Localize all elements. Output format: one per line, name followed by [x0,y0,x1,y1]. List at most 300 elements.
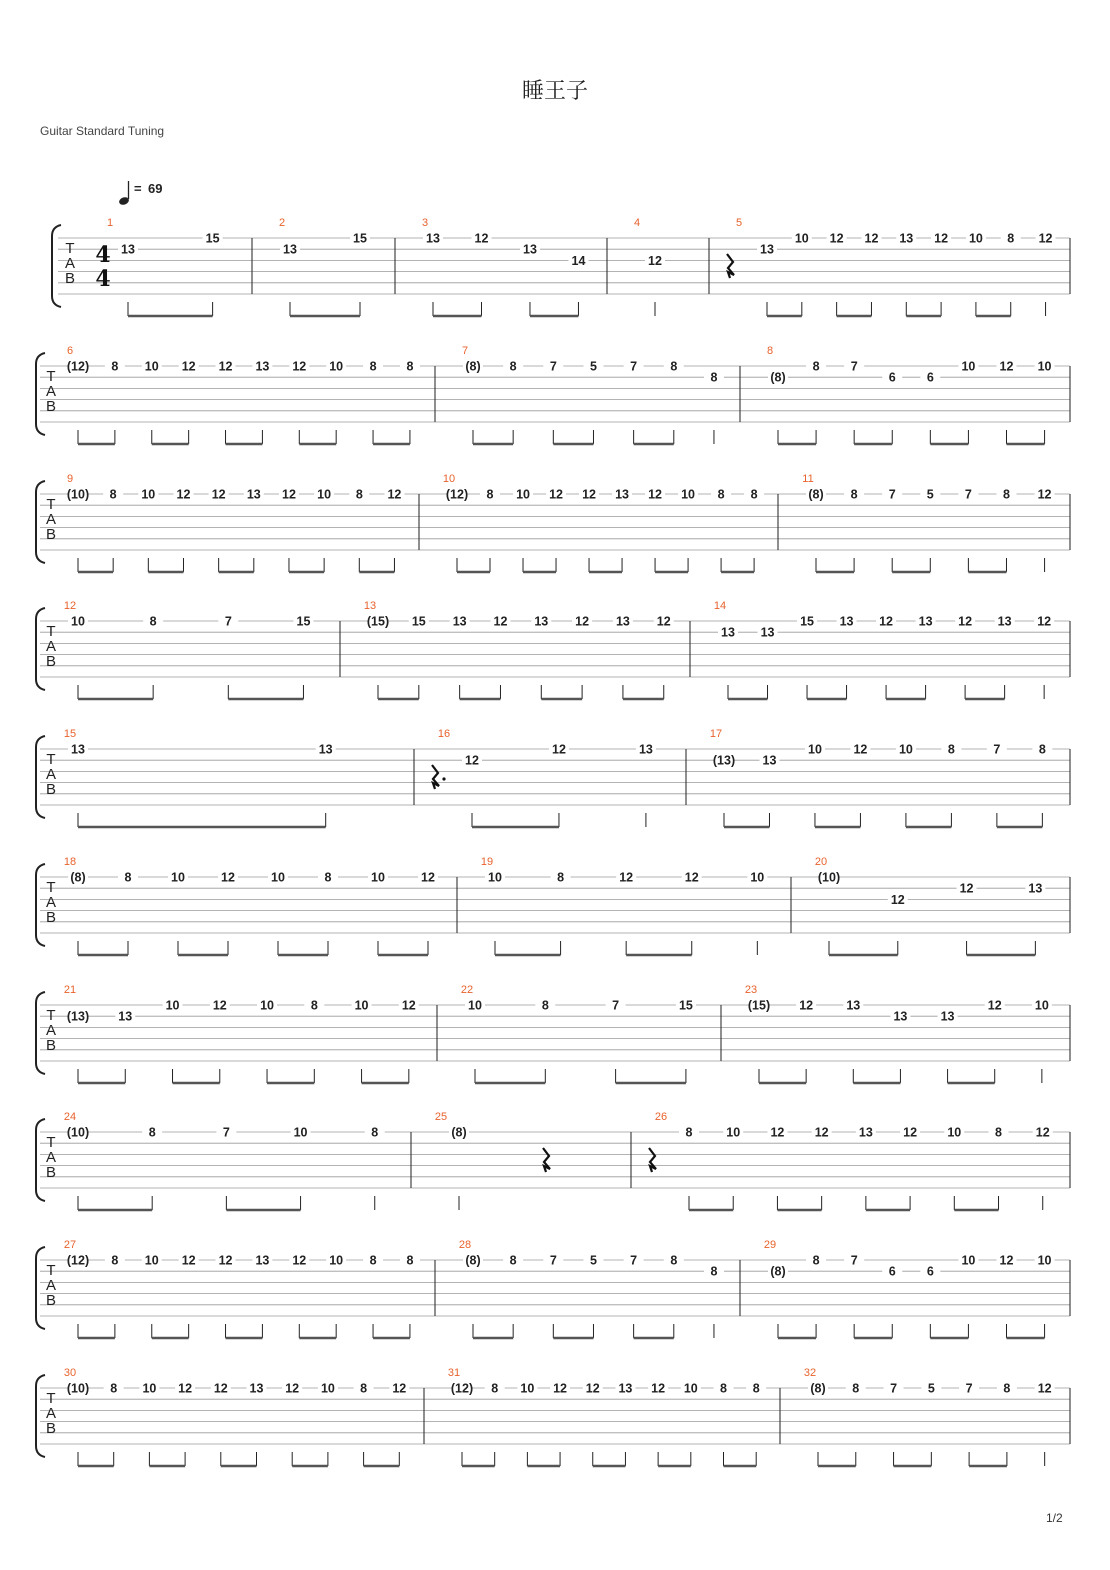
fret-number: 8 [1003,1381,1011,1396]
measure-number: 25 [434,1111,448,1123]
measure-number: 11 [802,473,814,485]
fret-number: 8 [670,359,678,374]
fret-number: 12 [585,1381,600,1396]
system-bracket [36,736,45,818]
fret-number: 10 [516,487,530,502]
fret-number: 13 [118,1009,133,1024]
fret-number: 8 [324,870,332,885]
fret-number: 8 [1007,231,1015,246]
system-bracket [36,481,45,563]
fret-number: 8 [1038,742,1046,757]
fret-number: 12 [999,1253,1014,1268]
system-bracket [36,992,45,1074]
fret-number: 10 [968,231,983,246]
fret-number: 13 [638,742,653,757]
tab-clef-letter: T [46,368,56,385]
staff-system [36,600,1070,699]
fret-number: 7 [549,359,557,374]
fret-number: 13 [71,742,85,757]
fret-number: 10 [293,1125,308,1140]
system-bracket [52,225,61,307]
system-bracket [36,864,45,946]
fret-number: 14 [571,253,586,268]
fret-number: 8 [369,1253,377,1268]
fret-number: (15) [366,614,390,629]
fret-number: 8 [812,1253,820,1268]
fret-number: 10 [947,1125,962,1140]
fret-number: 12 [770,1125,785,1140]
fret-number: 8 [124,870,132,885]
fret-number: 7 [965,1381,973,1396]
fret-number: 13 [121,242,135,257]
fret-number: 13 [760,242,774,257]
fret-number: 12 [934,231,949,246]
fret-number: 13 [426,231,440,246]
measure-number: 1 [106,217,114,229]
fret-number: 12 [474,231,489,246]
measure-number: 24 [63,1111,77,1123]
staff-system [36,984,1070,1083]
fret-number: 12 [648,487,663,502]
tab-clef-letter: B [45,1037,57,1054]
fret-number: 10 [354,998,369,1013]
fret-number: 13 [760,625,775,640]
measure-number: 31 [447,1367,461,1379]
fret-number: 12 [176,487,191,502]
measure-number: 9 [66,473,74,485]
fret-number: 12 [387,487,402,502]
staff-system [36,345,1070,444]
staff-system [36,473,1070,572]
fret-number: 7 [224,614,232,629]
fret-number: 10 [726,1125,741,1140]
fret-number: 5 [589,359,597,374]
time-signature-bottom: 4 [95,266,111,292]
fret-number: 12 [648,253,662,268]
fret-number: 12 [619,870,634,885]
fret-number: 8 [486,487,494,502]
fret-number: 13 [615,614,630,629]
fret-number: 13 [618,1381,633,1396]
fret-number: 10 [260,998,274,1013]
fret-number: 12 [575,614,590,629]
fret-number: 8 [541,998,549,1013]
fret-number: 8 [995,1125,1002,1140]
tab-clef-letter: T [46,1134,56,1151]
fret-number: (8) [451,1125,467,1140]
fret-number: 10 [961,359,976,374]
fret-number: 10 [317,487,332,502]
fret-number: 13 [255,1253,270,1268]
fret-number: (8) [810,1381,826,1396]
tab-clef-letter: B [45,1292,57,1309]
fret-number: 7 [630,359,638,374]
fret-number: 10 [320,1381,335,1396]
fret-number: 6 [888,1264,896,1279]
fret-number: (13) [712,753,736,768]
tab-clef-letter: T [46,623,56,640]
measure-number: 12 [63,600,77,612]
fret-number: 13 [249,1381,264,1396]
tab-clef-letter: T [46,1262,56,1279]
fret-number: 8 [406,1253,414,1268]
fret-number: 13 [858,1125,873,1140]
fret-number: 13 [1028,881,1043,896]
measure-number: 5 [735,217,743,229]
fret-number: 10 [1037,1253,1052,1268]
measure-number: 3 [421,217,429,229]
fret-number: 13 [246,487,261,502]
fret-number: 13 [997,614,1012,629]
fret-number: 7 [222,1125,230,1140]
fret-number: (10) [66,1381,90,1396]
measure-number: 6 [66,345,74,357]
tab-clef-letter: B [64,270,76,287]
staff-systems [36,217,1070,1466]
fret-number: 10 [1034,998,1049,1013]
tempo-marking [118,181,162,206]
fret-number: 10 [165,998,180,1013]
tab-clef-letter: A [45,383,57,400]
fret-number: 13 [899,231,914,246]
measure-number: 8 [766,345,774,357]
tab-clef-letter: A [45,1149,57,1166]
fret-number: 12 [292,359,307,374]
fret-number: (12) [450,1381,474,1396]
fret-number: 10 [683,1381,698,1396]
fret-number: 13 [839,614,854,629]
fret-number: 8 [710,1264,718,1279]
fret-number: 15 [205,231,220,246]
quarter-rest-icon [432,765,439,789]
staff-system [36,1367,1070,1466]
measure-number: 29 [763,1239,777,1251]
tab-clef-letter: T [46,496,56,513]
fret-number: 12 [959,881,974,896]
fret-number: 8 [406,359,414,374]
measure-number: 19 [480,856,494,868]
fret-number: 8 [685,1125,693,1140]
fret-number: 8 [717,487,725,502]
staff-system [36,1239,1070,1338]
tab-clef-letter: B [45,398,57,415]
system-bracket [36,1375,45,1457]
fret-number: 10 [71,614,85,629]
fret-number: 12 [553,1381,568,1396]
measure-number: 14 [713,600,727,612]
fret-number: 10 [961,1253,976,1268]
fret-number: 6 [926,370,934,385]
fret-number: (12) [66,359,90,374]
fret-number: 12 [651,1381,666,1396]
fret-number: 12 [890,892,905,907]
tuning-label: Guitar Standard Tuning [40,124,165,138]
fret-number: 6 [926,1264,934,1279]
rest-dot [442,777,445,780]
fret-number: 12 [879,614,894,629]
page-number: 1/2 [1046,1511,1063,1525]
fret-number: (10) [817,870,841,885]
fret-number: (10) [66,487,90,502]
fret-number: 10 [681,487,696,502]
fret-number: 7 [964,487,972,502]
fret-number: 12 [853,742,868,757]
fret-number: 10 [171,870,185,885]
fret-number: 8 [509,1253,517,1268]
measure-number: 32 [803,1367,817,1379]
fret-number: 12 [493,614,508,629]
fret-number: 7 [630,1253,638,1268]
fret-number: 8 [670,1253,678,1268]
fret-number: 5 [927,1381,935,1396]
tab-clef-letter: B [45,909,57,926]
measure-number: 15 [63,728,77,740]
fret-number: 12 [292,1253,307,1268]
fret-number: 12 [213,1381,228,1396]
fret-number: 10 [808,742,822,757]
tab-clef-letter: A [45,511,57,528]
tempo-value: 69 [148,181,163,196]
fret-number: 10 [144,359,159,374]
fret-number: 8 [355,487,363,502]
fret-number: (12) [445,487,469,502]
fret-number: 8 [720,1381,727,1396]
fret-number: (8) [465,359,481,374]
fret-number: (13) [66,1009,90,1024]
fret-number: 12 [181,1253,196,1268]
fret-number: 13 [283,242,297,257]
fret-number: 10 [520,1381,535,1396]
fret-number: 12 [218,359,233,374]
fret-number: 8 [111,1253,119,1268]
fret-number: 8 [310,998,318,1013]
fret-number: 13 [846,998,861,1013]
fret-number: 8 [509,359,517,374]
staff-system [36,728,1070,827]
tempo-equals: = [134,181,142,196]
tab-clef-letter: B [45,653,57,670]
tab-clef-letter: A [45,1277,57,1294]
fret-number: 10 [144,1253,159,1268]
tab-clef-letter: T [46,879,56,896]
fret-number: 12 [211,487,226,502]
fret-number: 10 [794,231,809,246]
fret-number: 13 [523,242,537,257]
fret-number: 8 [109,487,117,502]
fret-number: 7 [850,1253,858,1268]
fret-number: (8) [770,370,786,385]
fret-number: 12 [582,487,596,502]
fret-number: 8 [371,1125,379,1140]
measure-number: 22 [460,984,474,996]
measure-number: 26 [654,1111,668,1123]
fret-number: 13 [940,1009,955,1024]
fret-number: 6 [888,370,896,385]
time-signature-top: 4 [95,242,111,268]
fret-number: 13 [255,359,270,374]
tab-clef-letter: B [45,781,57,798]
system-bracket [36,608,45,690]
fret-number: 12 [181,359,196,374]
quarter-rest-icon [649,1148,656,1172]
fret-number: 13 [452,614,467,629]
fret-number: 12 [392,1381,407,1396]
fret-number: 8 [111,359,119,374]
fret-number: 13 [615,487,630,502]
measure-number: 18 [63,856,77,868]
fret-number: 12 [421,870,435,885]
fret-number: 12 [903,1125,918,1140]
fret-number: 12 [799,998,814,1013]
tab-clef-letter: T [46,751,56,768]
tab-clef-letter: B [45,1420,57,1437]
fret-number: 10 [898,742,913,757]
quarter-rest-icon [727,254,734,278]
fret-number: 7 [850,359,858,374]
staff-system [52,217,1070,316]
tab-clef-letter: T [46,1390,56,1407]
measure-number: 28 [458,1239,472,1251]
tab-clef-letter: A [45,638,57,655]
tab-clef-letter: A [64,255,76,272]
fret-number: 12 [221,870,235,885]
fret-number: 10 [271,870,285,885]
fret-number: 10 [750,870,765,885]
fret-number: 15 [296,614,311,629]
fret-number: 8 [752,1381,760,1396]
fret-number: 12 [1037,614,1052,629]
fret-number: (8) [70,870,86,885]
fret-number: 8 [750,487,758,502]
fret-number: 12 [1035,1125,1050,1140]
fret-number: 12 [814,1125,829,1140]
measure-number: 23 [744,984,758,996]
fret-number: 10 [371,870,385,885]
fret-number: 12 [987,998,1002,1013]
tab-clef-letter: A [45,894,57,911]
fret-number: 12 [285,1381,300,1396]
fret-number: 10 [468,998,482,1013]
fret-number: 12 [212,998,227,1013]
fret-number: (8) [808,487,824,502]
measure-number: 16 [437,728,451,740]
fret-number: 12 [864,231,879,246]
fret-number: 13 [318,742,333,757]
fret-number: 8 [110,1381,118,1396]
fret-number: 12 [1037,487,1052,502]
fret-number: 7 [888,487,896,502]
quarter-rest-icon [543,1148,550,1172]
fret-number: 10 [1037,359,1052,374]
measure-number: 10 [442,473,456,485]
fret-number: 15 [678,998,693,1013]
fret-number: 12 [656,614,671,629]
fret-number: 12 [178,1381,193,1396]
measure-number: 17 [709,728,723,740]
fret-number: 12 [958,614,973,629]
measure-number: 7 [461,345,469,357]
system-bracket [36,1247,45,1329]
song-title: 睡王子 [521,79,588,104]
fret-number: 8 [1002,487,1010,502]
fret-number: 12 [218,1253,233,1268]
fret-number: 13 [893,1009,908,1024]
fret-number: (10) [66,1125,90,1140]
fret-number: 7 [993,742,1001,757]
fret-number: (15) [747,998,771,1013]
fret-number: 10 [488,870,502,885]
fret-number: 8 [852,1381,860,1396]
measure-number: 21 [63,984,77,996]
fret-number: 8 [710,370,718,385]
fret-number: 8 [369,359,377,374]
tab-clef-letter: A [45,1405,57,1422]
measure-number: 2 [278,217,286,229]
fret-number: 8 [148,1125,156,1140]
fret-number: (8) [770,1264,786,1279]
fret-number: 12 [1038,231,1053,246]
fret-number: 7 [549,1253,557,1268]
fret-number: 12 [684,870,699,885]
fret-number: 10 [142,1381,157,1396]
measure-number: 30 [63,1367,77,1379]
measure-number: 20 [814,856,828,868]
tab-clef-letter: T [46,1007,56,1024]
fret-number: 8 [360,1381,368,1396]
tab-clef-letter: T [65,240,75,257]
fret-number: 12 [999,359,1014,374]
tab-clef-letter: B [45,526,57,543]
fret-number: 12 [829,231,844,246]
fret-number: 15 [353,231,367,246]
tab-clef-letter: A [45,1022,57,1039]
fret-number: (8) [465,1253,481,1268]
fret-number: 7 [890,1381,898,1396]
fret-number: 7 [612,998,620,1013]
system-bracket [36,1119,45,1201]
fret-number: 13 [918,614,933,629]
fret-number: 15 [800,614,814,629]
fret-number: 12 [282,487,296,502]
measure-number: 27 [63,1239,77,1251]
fret-number: 10 [141,487,156,502]
fret-number: 12 [549,487,563,502]
fret-number: 10 [329,1253,344,1268]
fret-number: 8 [557,870,565,885]
fret-number: 8 [850,487,858,502]
fret-number: 13 [721,625,735,640]
fret-number: 12 [552,742,566,757]
staff-system [36,856,1070,955]
fret-number: 10 [329,359,344,374]
fret-number: 12 [465,753,479,768]
fret-number: 5 [926,487,934,502]
fret-number: 8 [491,1381,499,1396]
fret-number: (12) [66,1253,90,1268]
fret-number: 8 [947,742,955,757]
measure-number: 13 [363,600,377,612]
staff-system [36,1111,1070,1210]
measure-number: 4 [633,217,641,229]
fret-number: 15 [411,614,426,629]
fret-number: 12 [1037,1381,1052,1396]
system-bracket [36,353,45,435]
fret-number: 5 [589,1253,597,1268]
fret-number: 13 [534,614,549,629]
fret-number: 8 [149,614,157,629]
fret-number: 12 [401,998,416,1013]
fret-number: 8 [812,359,820,374]
